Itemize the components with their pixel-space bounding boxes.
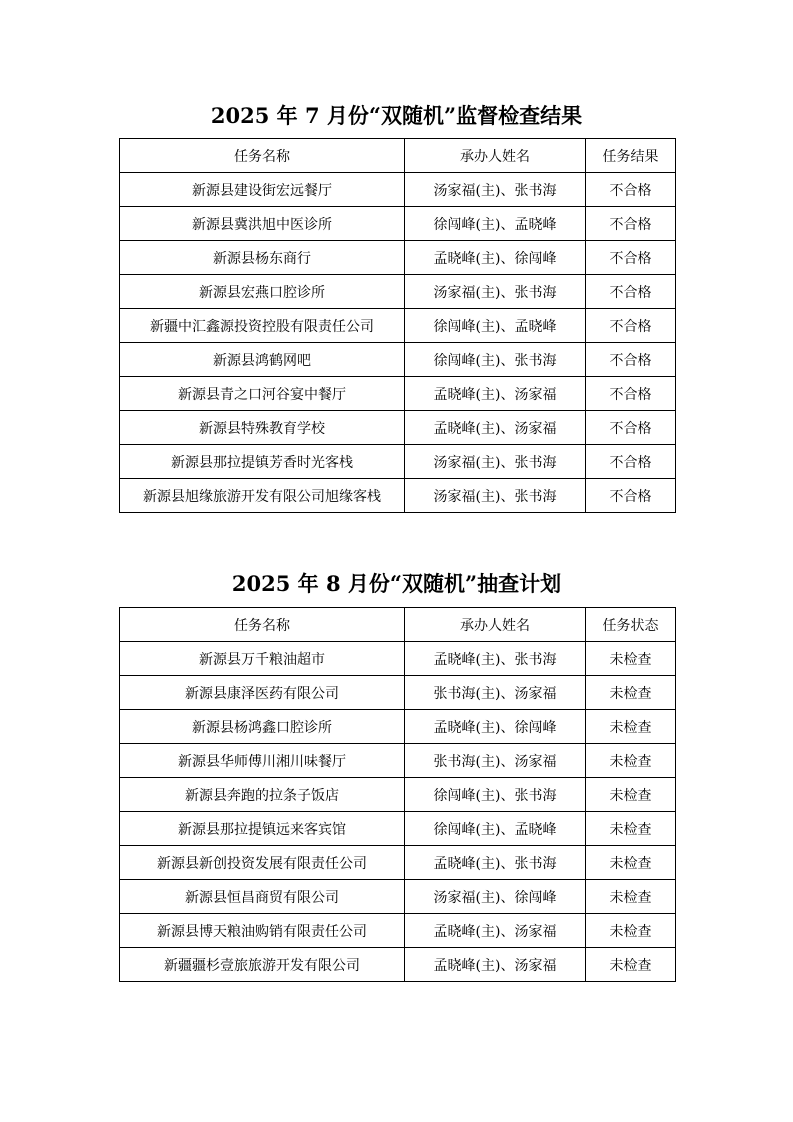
table-row xyxy=(120,479,676,513)
handler-names-cell: 孟晓峰(主)、汤家福 xyxy=(405,411,586,445)
task-name-cell: 新源县青之口河谷宴中餐厅 xyxy=(120,377,405,411)
handler-names-cell: 孟晓峰(主)、张书海 xyxy=(405,642,586,676)
table-row xyxy=(120,710,676,744)
handler-names-cell: 张书海(主)、汤家福 xyxy=(405,676,586,710)
task-name-cell: 新源县鸿鹤网吧 xyxy=(120,343,405,377)
handler-names-cell: 汤家福(主)、张书海 xyxy=(405,173,586,207)
plan-title: 2025 年 8 月份“双随机”抽查计划 xyxy=(231,571,562,596)
task-name-cell: 新源县万千粮油超市 xyxy=(120,642,405,676)
task-status-cell: 未检查 xyxy=(586,710,676,744)
table-row xyxy=(120,377,676,411)
handler-names-cell: 孟晓峰(主)、徐闯峰 xyxy=(405,241,586,275)
table-header-row xyxy=(120,608,676,642)
handler-names-cell: 孟晓峰(主)、徐闯峰 xyxy=(405,710,586,744)
results-table-body xyxy=(120,173,676,513)
table-row xyxy=(120,676,676,710)
table-row xyxy=(120,744,676,778)
task-status-cell: 不合格 xyxy=(586,241,676,275)
task-name-cell: 新源县博天粮油购销有限责任公司 xyxy=(120,914,405,948)
task-name-cell: 新源县那拉提镇芳香时光客栈 xyxy=(120,445,405,479)
task-status-cell: 不合格 xyxy=(586,411,676,445)
handler-names-cell: 汤家福(主)、徐闯峰 xyxy=(405,880,586,914)
table-row xyxy=(120,241,676,275)
header-task-status: 任务状态 xyxy=(586,608,676,642)
table-row xyxy=(120,778,676,812)
table-row xyxy=(120,173,676,207)
header-task-name: 任务名称 xyxy=(120,608,405,642)
table-row xyxy=(120,948,676,982)
handler-names-cell: 徐闯峰(主)、张书海 xyxy=(405,778,586,812)
header-task-name: 任务名称 xyxy=(120,139,405,173)
task-status-cell: 未检查 xyxy=(586,948,676,982)
handler-names-cell: 孟晓峰(主)、汤家福 xyxy=(405,914,586,948)
inspection-plan-table xyxy=(119,607,676,982)
task-status-cell: 未检查 xyxy=(586,642,676,676)
table-row xyxy=(120,846,676,880)
task-status-cell: 未检查 xyxy=(586,812,676,846)
task-name-cell: 新源县恒昌商贸有限公司 xyxy=(120,880,405,914)
table-row xyxy=(120,812,676,846)
task-status-cell: 未检查 xyxy=(586,880,676,914)
inspection-results-table xyxy=(119,138,676,513)
handler-names-cell: 孟晓峰(主)、汤家福 xyxy=(405,948,586,982)
table-row xyxy=(120,642,676,676)
task-status-cell: 未检查 xyxy=(586,744,676,778)
handler-names-cell: 徐闯峰(主)、孟晓峰 xyxy=(405,812,586,846)
task-status-cell: 不合格 xyxy=(586,275,676,309)
handler-names-cell: 孟晓峰(主)、张书海 xyxy=(405,846,586,880)
task-name-cell: 新源县旭缘旅游开发有限公司旭缘客栈 xyxy=(120,479,405,513)
task-name-cell: 新源县华师傅川湘川味餐厅 xyxy=(120,744,405,778)
table-row xyxy=(120,880,676,914)
results-title: 2025 年 7 月份“双随机”监督检查结果 xyxy=(210,103,583,128)
handler-names-cell: 张书海(主)、汤家福 xyxy=(405,744,586,778)
task-status-cell: 不合格 xyxy=(586,445,676,479)
task-name-cell: 新疆疆杉壹旅旅游开发有限公司 xyxy=(120,948,405,982)
task-name-cell: 新源县杨鸿鑫口腔诊所 xyxy=(120,710,405,744)
task-name-cell: 新源县冀洪旭中医诊所 xyxy=(120,207,405,241)
plan-table-body xyxy=(120,642,676,982)
table-row xyxy=(120,207,676,241)
table-row xyxy=(120,445,676,479)
handler-names-cell: 徐闯峰(主)、孟晓峰 xyxy=(405,207,586,241)
task-status-cell: 未检查 xyxy=(586,914,676,948)
task-name-cell: 新疆中汇鑫源投资控股有限责任公司 xyxy=(120,309,405,343)
table-row xyxy=(120,275,676,309)
task-status-cell: 不合格 xyxy=(586,479,676,513)
task-status-cell: 未检查 xyxy=(586,778,676,812)
task-name-cell: 新源县新创投资发展有限责任公司 xyxy=(120,846,405,880)
task-status-cell: 未检查 xyxy=(586,846,676,880)
table-row xyxy=(120,343,676,377)
task-name-cell: 新源县特殊教育学校 xyxy=(120,411,405,445)
header-handler-names: 承办人姓名 xyxy=(405,139,586,173)
table-row xyxy=(120,914,676,948)
table-row xyxy=(120,309,676,343)
task-name-cell: 新源县建设街宏远餐厅 xyxy=(120,173,405,207)
table-row xyxy=(120,411,676,445)
task-status-cell: 不合格 xyxy=(586,207,676,241)
task-status-cell: 不合格 xyxy=(586,343,676,377)
task-name-cell: 新源县奔跑的拉条子饭店 xyxy=(120,778,405,812)
table-header-row xyxy=(120,139,676,173)
handler-names-cell: 汤家福(主)、张书海 xyxy=(405,445,586,479)
header-handler-names: 承办人姓名 xyxy=(405,608,586,642)
task-status-cell: 不合格 xyxy=(586,377,676,411)
task-status-cell: 不合格 xyxy=(586,173,676,207)
handler-names-cell: 徐闯峰(主)、孟晓峰 xyxy=(405,309,586,343)
task-name-cell: 新源县康泽医药有限公司 xyxy=(120,676,405,710)
task-status-cell: 不合格 xyxy=(586,309,676,343)
header-task-result: 任务结果 xyxy=(586,139,676,173)
task-status-cell: 未检查 xyxy=(586,676,676,710)
task-name-cell: 新源县那拉提镇远来客宾馆 xyxy=(120,812,405,846)
handler-names-cell: 汤家福(主)、张书海 xyxy=(405,479,586,513)
handler-names-cell: 汤家福(主)、张书海 xyxy=(405,275,586,309)
task-name-cell: 新源县宏燕口腔诊所 xyxy=(120,275,405,309)
task-name-cell: 新源县杨东商行 xyxy=(120,241,405,275)
handler-names-cell: 孟晓峰(主)、汤家福 xyxy=(405,377,586,411)
handler-names-cell: 徐闯峰(主)、张书海 xyxy=(405,343,586,377)
